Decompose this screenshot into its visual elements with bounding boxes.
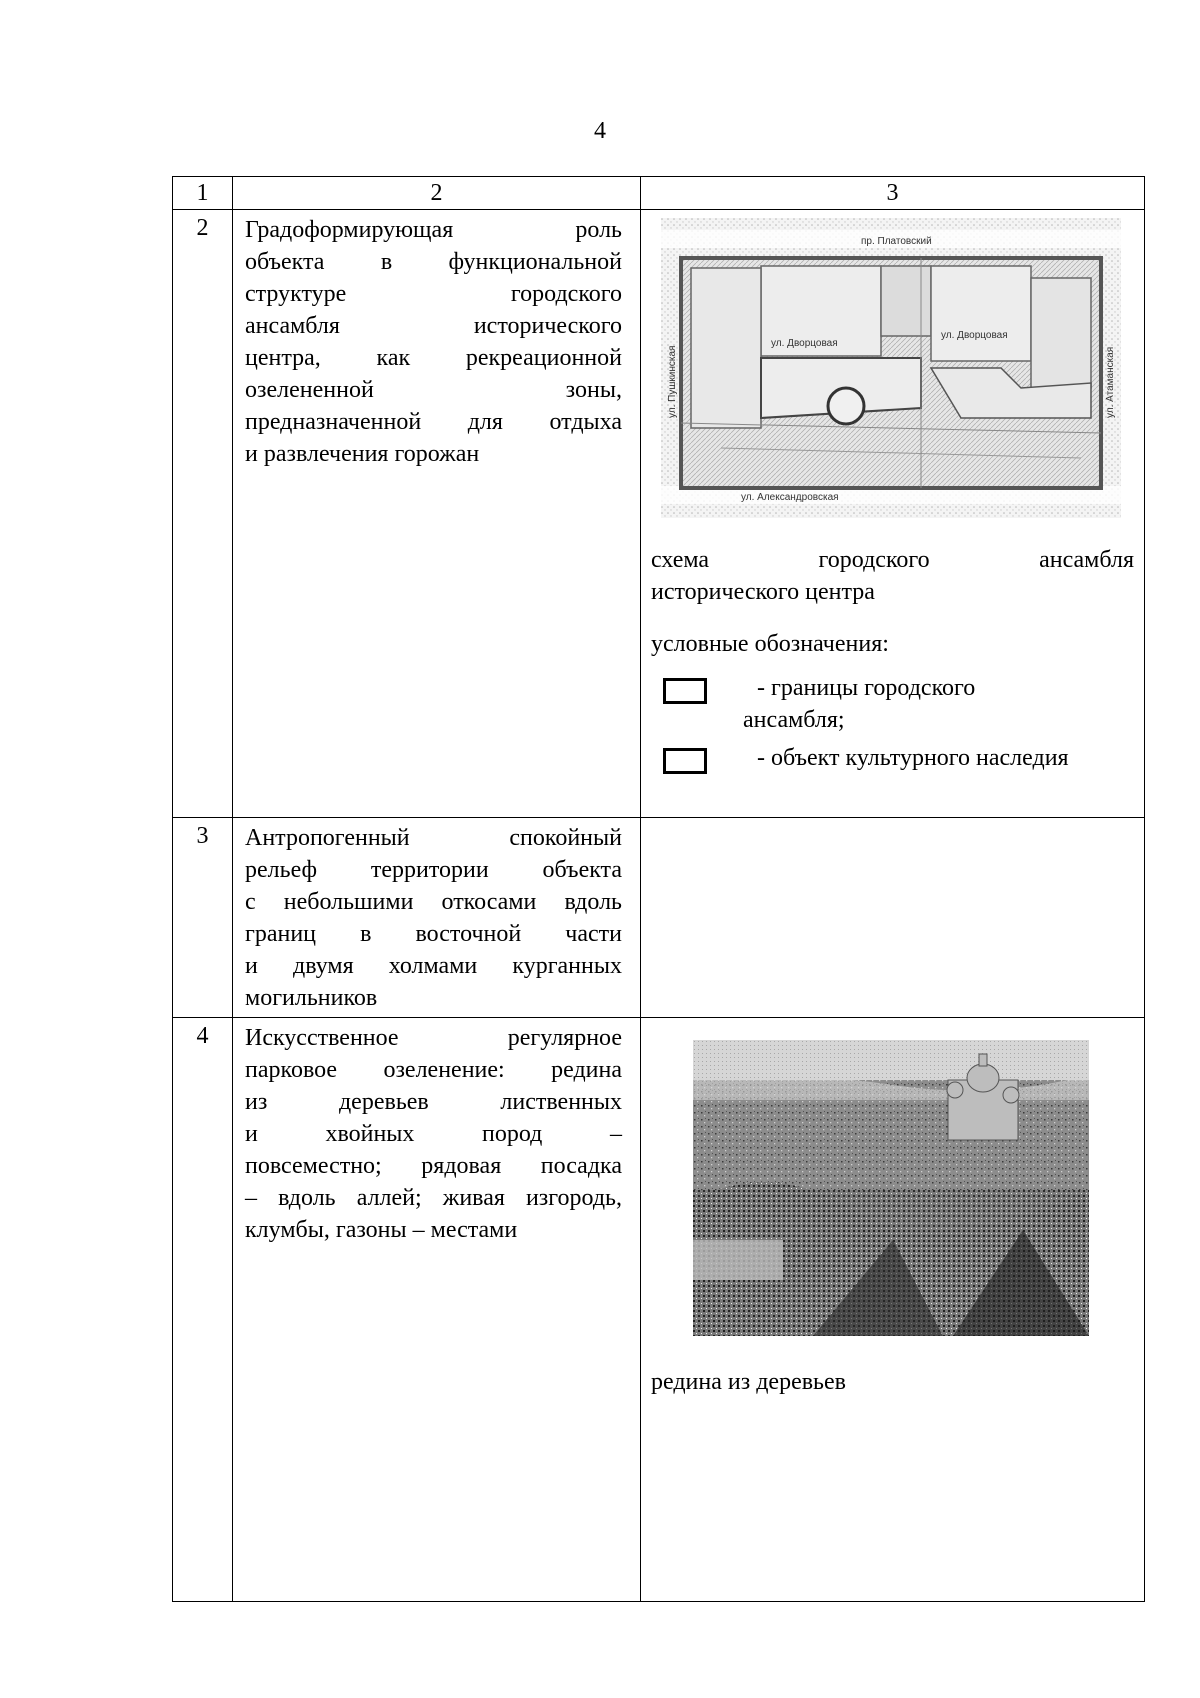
legend-text (743, 742, 1069, 774)
legend-text (743, 672, 975, 736)
caption-line: исторического центра (651, 579, 875, 605)
text-line: границ в восточной части (245, 921, 622, 947)
legend-line: - границы городского (757, 675, 976, 701)
text-line: предназначенной для отдыха (245, 409, 622, 435)
legend-line: - объект культурного наследия (757, 745, 1069, 771)
text-line: с небольшими откосами вдоль (245, 889, 622, 915)
photo-caption: редина из деревьев (651, 1369, 846, 1395)
caption-line: схема городского ансамбля (651, 547, 1134, 573)
row-illustration-empty (641, 818, 1145, 1018)
row-description (233, 210, 641, 818)
page-number: 4 (594, 118, 606, 144)
legend-line: ансамбля; (743, 707, 845, 733)
ensemble-map-image (661, 218, 1121, 518)
map-caption (651, 544, 1134, 608)
row-number: 4 (173, 1018, 233, 1602)
column-header-1: 1 (173, 177, 233, 210)
text-line: могильников (245, 985, 378, 1011)
row-illustration (641, 210, 1145, 818)
park-photo-image (693, 1040, 1089, 1336)
border-swatch-icon (663, 748, 707, 774)
text-line: Антропогенный спокойный (245, 825, 622, 851)
map-label: ул. Атаманская (1105, 346, 1116, 418)
table-row (173, 210, 1145, 818)
row-description (233, 1018, 641, 1602)
column-header-2: 2 (233, 177, 641, 210)
map-label: ул. Дворцовая (771, 338, 838, 349)
legend-title: условные обозначения: (651, 631, 889, 657)
text-line: структуре городского (245, 281, 622, 307)
map-label: ул. Александровская (741, 492, 839, 503)
text-line: озелененной зоны, (245, 377, 622, 403)
text-line: Градоформирующая роль (245, 217, 622, 243)
description-table (172, 176, 1145, 1602)
table-header-row (173, 177, 1145, 210)
column-header-3: 3 (641, 177, 1145, 210)
map-label: ул. Дворцовая (941, 330, 1008, 341)
text-line: из деревьев лиственных (245, 1089, 622, 1115)
map-label: пр. Платовский (861, 236, 932, 247)
text-line: центра, как рекреационной (245, 345, 622, 371)
row-number: 3 (173, 818, 233, 1018)
text-line: ансамбля исторического (245, 313, 622, 339)
row-description (233, 818, 641, 1018)
text-line: парковое озеленение: редина (245, 1057, 622, 1083)
text-line: повсеместно; рядовая посадка (245, 1153, 622, 1179)
text-line: рельеф территории объекта (245, 857, 622, 883)
row-illustration (641, 1018, 1145, 1602)
text-line: объекта в функциональной (245, 249, 622, 275)
text-line: – вдоль аллей; живая изгородь, (245, 1185, 622, 1211)
text-line: и хвойных пород – (245, 1121, 622, 1147)
text-line: Искусственное регулярное (245, 1025, 622, 1051)
table-row (173, 818, 1145, 1018)
legend-item-heritage (651, 742, 1134, 774)
text-line: и развлечения горожан (245, 441, 480, 467)
map-label: ул. Пушкинская (667, 345, 678, 418)
row-number: 2 (173, 210, 233, 818)
legend-item-ensemble-border (651, 672, 1134, 736)
text-line: клумбы, газоны – местами (245, 1217, 518, 1243)
border-swatch-icon (663, 678, 707, 704)
text-line: и двумя холмами курганных (245, 953, 622, 979)
table-row (173, 1018, 1145, 1602)
